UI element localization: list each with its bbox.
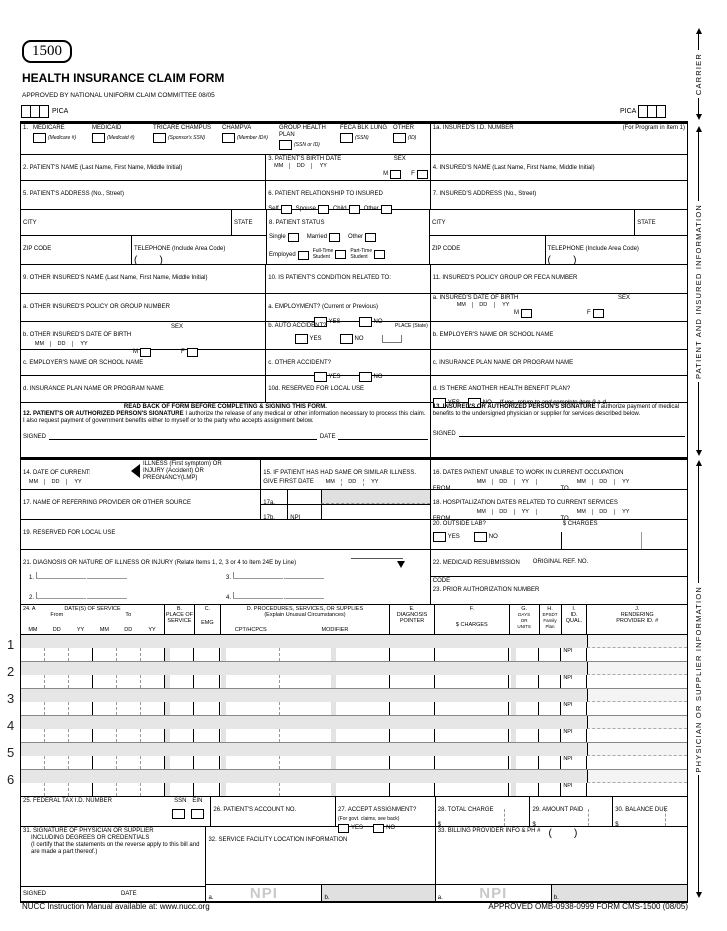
service-line-number-4: 4 xyxy=(7,718,15,733)
field-27-note: (For govt. claims, see back) xyxy=(338,816,400,822)
field-1a-hint: (For Program in Item 1) xyxy=(622,125,685,131)
insured-zip-field[interactable]: ZIP CODE xyxy=(432,246,461,252)
plan-other-sub: (ID) xyxy=(408,135,417,141)
field-17a-label-cell: 17a. xyxy=(263,500,275,506)
arrow-down-icon xyxy=(696,450,702,456)
service-line-2[interactable] xyxy=(21,662,687,689)
field-31-line1: 31. SIGNATURE OF PHYSICIAN OR SUPPLIER xyxy=(23,828,154,834)
field-26-label: 26. PATIENT'S ACCOUNT NO. xyxy=(213,807,297,813)
row-other-insured xyxy=(21,265,687,294)
col-d-header: D. PROCEDURES, SERVICES, OR SUPPLIES (Explain Unusual Circumstances) CPT/HCPCS MODIFIER xyxy=(221,605,390,634)
auto-accident-no-checkbox[interactable] xyxy=(340,334,353,344)
row-city-state-status xyxy=(21,210,687,265)
arrow-down-icon xyxy=(696,114,702,120)
field-9c-label: c. EMPLOYER'S NAME OR SCHOOL NAME xyxy=(23,360,144,366)
field-25-label: 25. FEDERAL TAX I.D. NUMBER xyxy=(23,798,112,804)
full-time-student-checkbox[interactable] xyxy=(335,250,346,259)
service-line-4[interactable] xyxy=(21,716,687,743)
from-label: FROM xyxy=(432,486,451,492)
field-13-insured-signature[interactable] xyxy=(430,403,687,457)
field-17-referring-provider[interactable] xyxy=(21,490,260,519)
dollar-sign: $ xyxy=(532,822,536,828)
signed-label: SIGNED xyxy=(432,431,456,437)
npi-cell: NPI xyxy=(561,729,587,742)
phone-parens: ( ) xyxy=(134,255,163,266)
field-12-text: I authorize the release of any medical or other information necessary to process this claim. I also request payment of government benefits either to myself or to the party who accepts assignment below. xyxy=(23,411,426,424)
male-label: M xyxy=(383,171,389,177)
field-30-balance-due[interactable] xyxy=(612,797,687,826)
part-time-student-checkbox[interactable] xyxy=(374,250,385,259)
field-32-facility-location[interactable] xyxy=(205,827,434,901)
date-label: DATE xyxy=(121,890,137,897)
carrier-margin-strip xyxy=(694,28,703,120)
diagnosis-slot-4[interactable]: 4. xyxy=(226,592,324,601)
field-16-unable-to-work[interactable]: 16. DATES PATIENT UNABLE TO WORK IN CURRENT OCCUPATION MM DD YY MM DD YY FROM TO xyxy=(430,460,687,489)
service-line-number-1: 1 xyxy=(7,637,15,652)
status-employed-checkbox[interactable] xyxy=(298,251,309,260)
row-b xyxy=(21,322,687,355)
auto-accident-yes-checkbox[interactable] xyxy=(295,334,308,344)
patient-zip-field[interactable]: ZIP CODE xyxy=(23,246,52,252)
charges-label: $ CHARGES xyxy=(562,521,598,527)
field-6-relationship[interactable]: 6. PATIENT RELATIONSHIP TO INSURED Self Spouse Child Other xyxy=(265,181,430,209)
col-e-header: E. DIAGNOSIS POINTER xyxy=(390,605,435,634)
field-10b-auto-accident: b. AUTO ACCIDENT? PLACE (State) YES NO xyxy=(265,322,430,349)
col-f-header: F. $ CHARGES xyxy=(435,605,510,634)
field-19-local-use[interactable] xyxy=(21,520,430,549)
physician-supplier-margin-label: PHYSICIAN OR SUPPLIER INFORMATION xyxy=(694,585,703,773)
other-plan-checkbox[interactable] xyxy=(393,133,406,143)
plan-tricare-sub: (Sponsor's SSN) xyxy=(168,135,206,141)
field-17ab-block xyxy=(260,490,429,519)
plan-medicare-label: MEDICARE xyxy=(33,125,65,131)
medicaid-checkbox[interactable] xyxy=(92,133,105,143)
original-ref-label: ORIGINAL REF. NO. xyxy=(532,559,589,565)
sex-label: SEX xyxy=(393,156,406,162)
field-12-label: 12. PATIENT'S OR AUTHORIZED PERSON'S SIGNATURE xyxy=(23,411,184,417)
service-line-number-3: 3 xyxy=(7,691,15,706)
field-32b-other-id[interactable]: b. xyxy=(321,885,434,901)
field-32a-npi[interactable]: a. NPI xyxy=(206,885,321,901)
sex-label: SEX xyxy=(171,324,184,330)
field-3-birth-date[interactable]: 3. PATIENT'S BIRTH DATE SEX MM DD YY M F xyxy=(265,155,430,180)
service-line-6[interactable] xyxy=(21,770,687,797)
field-27-accept-assignment: 27. ACCEPT ASSIGNMENT? (For govt. claims, see back) YES NO xyxy=(335,797,435,826)
field-2-patient-name[interactable] xyxy=(21,155,265,180)
cents-divider xyxy=(641,532,642,549)
service-line-number-5: 5 xyxy=(7,745,15,760)
cents-divider xyxy=(665,809,666,826)
field-21-label: 21. DIAGNOSIS OR NATURE OF ILLNESS OR INJURY (Relate Items 1, 2, 3 or 4 to Item 24E by Line) xyxy=(23,560,297,566)
col-c-header: C. EMG xyxy=(195,605,221,634)
field-10d-label: 10d. RESERVED FOR LOCAL USE xyxy=(268,386,364,392)
female-label: F xyxy=(411,171,415,177)
plan-medicaid-sub: (Medicaid #) xyxy=(107,135,135,141)
cents-divider xyxy=(504,809,505,826)
field-9-other-insured-name[interactable] xyxy=(21,265,265,293)
field-11d-label: d. IS THERE ANOTHER HEALTH BENEFIT PLAN? xyxy=(432,386,571,392)
field-33a-npi[interactable]: a. NPI xyxy=(436,885,551,901)
npi-watermark: NPI xyxy=(249,884,278,902)
pica-left xyxy=(22,105,68,118)
field-11b-label: b. EMPLOYER'S NAME OR SCHOOL NAME xyxy=(432,332,554,338)
field-15-similar-illness[interactable]: 15. IF PATIENT HAS HAD SAME OR SIMILAR ILLNESS. GIVE FIRST DATE MM DD YY xyxy=(260,460,430,489)
field-11d-other-plan: d. IS THERE ANOTHER HEALTH BENEFIT PLAN? YES NO If yes, return to and complete item 9 a-d. xyxy=(430,376,687,402)
field-18-label: 18. HOSPITALIZATION DATES RELATED TO CURRENT SERVICES xyxy=(432,500,618,506)
signature-line[interactable] xyxy=(459,430,685,437)
diagnosis-slot-3[interactable]: 3. xyxy=(226,572,324,581)
field-27-label: 27. ACCEPT ASSIGNMENT? xyxy=(338,807,417,813)
service-line-1[interactable] xyxy=(21,635,687,662)
field-33b-other-id[interactable]: b. xyxy=(551,885,687,901)
npi-cell: NPI xyxy=(561,783,587,796)
physician-supplier-margin-strip xyxy=(694,460,703,898)
field-28-total-charge[interactable] xyxy=(435,797,530,826)
row-diagnosis xyxy=(21,550,687,605)
field-16-label: 16. DATES PATIENT UNABLE TO WORK IN CURRENT OCCUPATION xyxy=(432,470,624,476)
insured-phone-field[interactable]: TELEPHONE (Include Area Code) ( ) xyxy=(545,236,687,264)
plan-medicare-sub: (Medicare #) xyxy=(48,135,77,141)
field-8-patient-status[interactable]: 8. PATIENT STATUS Single Married Other Employed Full-Time Student Part-Time Student xyxy=(266,210,429,264)
field-31-line3: (I certify that the statements on the reverse apply to this bill and are made a part thereof.) xyxy=(31,842,200,855)
service-line-5[interactable] xyxy=(21,743,687,770)
feca-checkbox[interactable] xyxy=(340,133,353,143)
row-signatures xyxy=(21,403,687,460)
field-33-label: 33. BILLING PROVIDER INFO & PH # xyxy=(437,828,541,834)
field-11c-plan-name[interactable] xyxy=(430,350,687,375)
date-label: DATE xyxy=(319,434,336,440)
plan-group-sub: (SSN or ID) xyxy=(294,142,320,148)
field-9-label: 9. OTHER INSURED'S NAME (Last Name, First Name, Middle Initial) xyxy=(23,275,208,281)
field-23-label: 23. PRIOR AUTHORIZATION NUMBER xyxy=(432,587,540,593)
arrow-down-icon xyxy=(696,892,702,898)
row-current-dates xyxy=(21,460,687,490)
ssn-checkbox[interactable] xyxy=(172,809,185,819)
field-7-label: 7. INSURED'S ADDRESS (No., Street) xyxy=(432,191,537,197)
plan-medicaid-label: MEDICAID xyxy=(92,125,122,131)
dollar-sign: $ xyxy=(437,822,442,828)
field-9b-label: b. OTHER INSURED'S DATE OF BIRTH xyxy=(23,332,132,338)
place-state-label: PLACE (State) xyxy=(394,323,428,329)
field-29-label: 29. AMOUNT PAID xyxy=(532,807,584,813)
dollar-sign: $ xyxy=(615,822,619,828)
field-7-insured-address[interactable] xyxy=(430,181,687,209)
insured-city-field[interactable]: CITY xyxy=(432,220,446,226)
field-1-insurance-type[interactable] xyxy=(21,124,430,154)
ein-label: EIN xyxy=(192,798,203,804)
pica-left-label: PICA xyxy=(52,108,69,115)
field-14-label: 14. DATE OF CURRENT: xyxy=(23,470,91,476)
field-10-condition xyxy=(265,265,430,293)
field-1-number: 1. xyxy=(23,125,29,131)
insured-state-field[interactable]: STATE xyxy=(634,210,687,235)
field-33-billing-provider[interactable] xyxy=(435,827,687,901)
field-9b-other-insured-dob[interactable]: b. OTHER INSURED'S DATE OF BIRTH SEX MM DD YY M F xyxy=(21,322,265,349)
champva-checkbox[interactable] xyxy=(222,133,235,143)
patient-phone-field[interactable]: TELEPHONE (Include Area Code) ( ) xyxy=(131,236,266,264)
field-10c-other-accident: c. OTHER ACCIDENT? YES NO xyxy=(265,350,430,375)
field-17b-npi-cell: NPI xyxy=(287,505,321,519)
field-3-label: 3. PATIENT'S BIRTH DATE xyxy=(268,156,342,162)
relate-arrow-line xyxy=(351,558,403,559)
field-1a-insured-id[interactable] xyxy=(430,124,687,154)
field-22-original-ref[interactable] xyxy=(531,550,687,576)
plan-feca-label: FECA BLK LUNG xyxy=(340,125,388,131)
field-23-prior-auth[interactable] xyxy=(431,577,687,604)
field-13-text: I authorize payment of medical benefits to the undersigned physician or supplier for services described below. xyxy=(432,404,680,417)
field-10-label: 10. IS PATIENT'S CONDITION RELATED TO: xyxy=(268,275,391,281)
row-provider-info xyxy=(21,827,687,901)
plan-tricare-label: TRICARE CHAMPUS xyxy=(153,125,212,131)
field-2-label: 2. PATIENT'S NAME (Last Name, First Name, Middle Initial) xyxy=(23,165,183,171)
row-d xyxy=(21,376,687,406)
row-insurance-type xyxy=(21,124,687,155)
field-9c-employer[interactable] xyxy=(21,350,265,375)
field-6-label: 6. PATIENT RELATIONSHIP TO INSURED xyxy=(268,191,383,197)
sex-female-checkbox[interactable] xyxy=(417,170,428,179)
status-other-checkbox[interactable] xyxy=(365,233,376,242)
cents-divider xyxy=(588,809,589,826)
field-9d-plan-name[interactable] xyxy=(21,376,265,402)
field-4-label: 4. INSURED'S NAME (Last Name, First Name, Middle Initial) xyxy=(432,165,595,171)
npi-watermark: NPI xyxy=(479,884,508,902)
field-10a-employment: a. EMPLOYMENT? (Current or Previous) YES NO xyxy=(265,294,430,321)
service-line-number-6: 6 xyxy=(7,772,15,787)
to-label: TO xyxy=(560,486,569,492)
field-12-patient-signature[interactable] xyxy=(21,403,430,457)
field-18-hospitalization[interactable]: 18. HOSPITALIZATION DATES RELATED TO CURRENT SERVICES MM DD YY MM DD YY FROM TO xyxy=(430,490,687,519)
field-29-amount-paid[interactable] xyxy=(529,797,612,826)
service-line-number-2: 2 xyxy=(7,664,15,679)
field-5-label: 5. PATIENT'S ADDRESS (No., Street) xyxy=(23,191,124,197)
field-17-label: 17. NAME OF REFERRING PROVIDER OR OTHER SOURCE xyxy=(23,500,192,506)
pica-right-label: PICA xyxy=(620,108,637,115)
sex-label: SEX xyxy=(617,295,630,301)
field-10b-label: b. AUTO ACCIDENT? xyxy=(268,323,327,329)
service-table-header xyxy=(21,605,687,635)
field-4-insured-name[interactable] xyxy=(430,155,687,180)
group-health-checkbox[interactable] xyxy=(279,140,292,150)
field-30-label: 30. BALANCE DUE xyxy=(615,807,668,813)
patient-insured-margin-strip xyxy=(694,126,703,456)
status-married-checkbox[interactable] xyxy=(329,233,340,242)
plan-champva-sub: (Member ID#) xyxy=(237,135,268,141)
npi-cell: NPI xyxy=(561,675,587,688)
field-20-label: 20. OUTSIDE LAB? xyxy=(432,521,486,527)
field-11b-employer[interactable] xyxy=(430,322,687,349)
field-11c-label: c. INSURANCE PLAN NAME OR PROGRAM NAME xyxy=(432,360,574,366)
field-11-label: 11. INSURED'S POLICY GROUP OR FECA NUMBER xyxy=(432,275,578,281)
row-referring-provider xyxy=(21,490,687,520)
service-lines xyxy=(21,635,687,797)
field-13-label: 13. INSURED'S OR AUTHORIZED PERSON'S SIGNATURE xyxy=(432,404,596,410)
omb-approval-note: APPROVED OMB-0938-0999 FORM CMS-1500 (08/05) xyxy=(488,902,688,911)
field-11d-note: If yes, return to and complete item 9 a-d. xyxy=(499,399,608,406)
patient-city-field[interactable]: CITY xyxy=(23,220,37,226)
place-state-box[interactable] xyxy=(382,335,402,343)
from-label: FROM xyxy=(432,516,451,522)
to-label: TO xyxy=(560,516,569,522)
npi-cell: NPI xyxy=(561,648,587,661)
pica-right-boxes[interactable] xyxy=(639,105,666,118)
diagnosis-slot-2[interactable]: 2. xyxy=(29,592,127,601)
tricare-checkbox[interactable] xyxy=(153,133,166,143)
carrier-margin-label: CARRIER xyxy=(694,52,703,96)
field-19-label: 19. RESERVED FOR LOCAL USE xyxy=(23,530,116,536)
field-5-patient-address[interactable] xyxy=(21,181,265,209)
field-17b-value[interactable] xyxy=(321,505,429,519)
form-1500-logo: 1500 xyxy=(22,40,72,63)
row-patient-address xyxy=(21,181,687,210)
field-17a-qualifier[interactable] xyxy=(287,490,321,504)
field-10a-label: a. EMPLOYMENT? (Current or Previous) xyxy=(268,304,378,310)
field-10d-local-use[interactable] xyxy=(265,376,430,402)
page-title: HEALTH INSURANCE CLAIM FORM xyxy=(22,71,225,85)
phone-parens: ( ) xyxy=(547,255,577,266)
date-line[interactable] xyxy=(338,433,427,440)
field-25-tax-id[interactable] xyxy=(21,797,210,826)
col-j-header: J. RENDERING PROVIDER ID. # xyxy=(616,606,659,624)
charges-divider xyxy=(561,532,562,549)
ein-checkbox[interactable] xyxy=(191,809,204,819)
plan-champva-label: CHAMPVA xyxy=(222,125,252,131)
signed-label: SIGNED xyxy=(23,434,47,440)
field-8-label: 8. PATIENT STATUS xyxy=(269,220,325,226)
row-a xyxy=(21,294,687,325)
field-11a-insured-dob[interactable]: a. INSURED'S DATE OF BIRTH SEX MM DD YY M F xyxy=(430,294,687,321)
field-31-line2: INCLUDING DEGREES OR CREDENTIALS xyxy=(31,835,150,841)
diagnosis-slot-1[interactable]: 1. xyxy=(29,572,127,581)
col-h-header: H. EPSDT Family Plan xyxy=(540,605,562,634)
field-9a-label: a. OTHER INSURED'S POLICY OR GROUP NUMBER xyxy=(23,304,170,310)
fields-22-23-block xyxy=(430,550,687,604)
insured-male-checkbox[interactable] xyxy=(521,309,532,318)
signature-line[interactable] xyxy=(49,433,317,440)
field-20-outside-lab: 20. OUTSIDE LAB? $ CHARGES YES NO xyxy=(430,520,687,549)
row-c xyxy=(21,350,687,380)
col-a-header: 24. A DATE(S) OF SERVICE From To MM DD YY MM DD YY xyxy=(21,605,165,634)
approved-by-line: APPROVED BY NATIONAL UNIFORM CLAIM COMMITTEE 08/05 xyxy=(22,92,215,99)
field-28-label: 28. TOTAL CHARGE xyxy=(437,807,494,813)
row-patient-name xyxy=(21,155,687,181)
field-22-resubmission-code[interactable]: 22. MEDICAID RESUBMISSION CODE xyxy=(432,560,520,584)
phone-parens: ( ) xyxy=(548,828,578,839)
patient-city-zip-block xyxy=(21,210,266,264)
ssn-label: SSN xyxy=(174,798,187,804)
sex-male-checkbox[interactable] xyxy=(390,170,401,179)
insured-female-checkbox[interactable] xyxy=(593,309,604,318)
outside-lab-no-checkbox[interactable] xyxy=(474,532,487,542)
field-15-label: 15. IF PATIENT HAS HAD SAME OR SIMILAR ILLNESS. xyxy=(263,470,416,476)
service-line-3[interactable] xyxy=(21,689,687,716)
medicare-checkbox[interactable] xyxy=(33,133,46,143)
field-11-policy-group[interactable] xyxy=(430,265,687,293)
field-1a-label: 1a. INSURED'S I.D. NUMBER xyxy=(432,125,514,131)
field-14-date-of-current[interactable]: 14. DATE OF CURRENT: MM DD YY ILLNESS (First symptom) OR INJURY (Accident) OR PREGNANCY(LMP) xyxy=(23,461,222,485)
field-11a-label: a. INSURED'S DATE OF BIRTH xyxy=(432,295,519,301)
pica-right xyxy=(620,105,666,118)
signed-label: SIGNED xyxy=(23,890,47,897)
plan-other-label: OTHER xyxy=(393,125,415,131)
give-first-date-label: GIVE FIRST DATE xyxy=(263,479,314,485)
plan-group-label: GROUP HEALTH PLAN xyxy=(279,125,326,138)
status-single-checkbox[interactable] xyxy=(288,233,299,242)
field-9d-label: d. INSURANCE PLAN NAME OR PROGRAM NAME xyxy=(23,386,164,392)
field-26-account-no[interactable] xyxy=(210,797,335,826)
row-local-use xyxy=(21,520,687,550)
col-b-header: B. PLACE OF SERVICE xyxy=(165,605,195,634)
npi-cell: NPI xyxy=(561,702,587,715)
col-g-header: G. DAYS OR UNITS xyxy=(510,605,540,634)
read-back-notice: READ BACK OF FORM BEFORE COMPLETING & SIGNING THIS FORM. xyxy=(123,404,327,410)
insured-city-zip-block xyxy=(429,210,687,264)
field-32-label: 32. SERVICE FACILITY LOCATION INFORMATION xyxy=(208,837,348,843)
col-i-header: I. ID. QUAL. xyxy=(562,605,588,634)
field-17a-value[interactable] xyxy=(321,490,429,504)
field-10c-label: c. OTHER ACCIDENT? xyxy=(268,360,331,366)
left-arrowhead-icon xyxy=(131,464,140,478)
plan-feca-sub: (SSN) xyxy=(355,135,369,141)
patient-state-field[interactable]: STATE xyxy=(231,210,266,235)
patient-insured-margin-label: PATIENT AND INSURED INFORMATION xyxy=(694,203,703,379)
claim-form-body xyxy=(20,121,688,903)
npi-cell: NPI xyxy=(561,756,587,769)
outside-lab-yes-checkbox[interactable] xyxy=(433,532,446,542)
pica-left-boxes[interactable] xyxy=(22,105,49,118)
field-31-physician-signature[interactable] xyxy=(21,827,205,901)
field-9a-policy-number[interactable] xyxy=(21,294,265,321)
nucc-instruction-note: NUCC Instruction Manual available at: www.nucc.org xyxy=(22,902,210,911)
field-21-diagnosis[interactable] xyxy=(21,550,430,604)
field-17b-label-cell: 17b. xyxy=(263,515,275,521)
down-arrowhead-icon xyxy=(397,561,405,568)
